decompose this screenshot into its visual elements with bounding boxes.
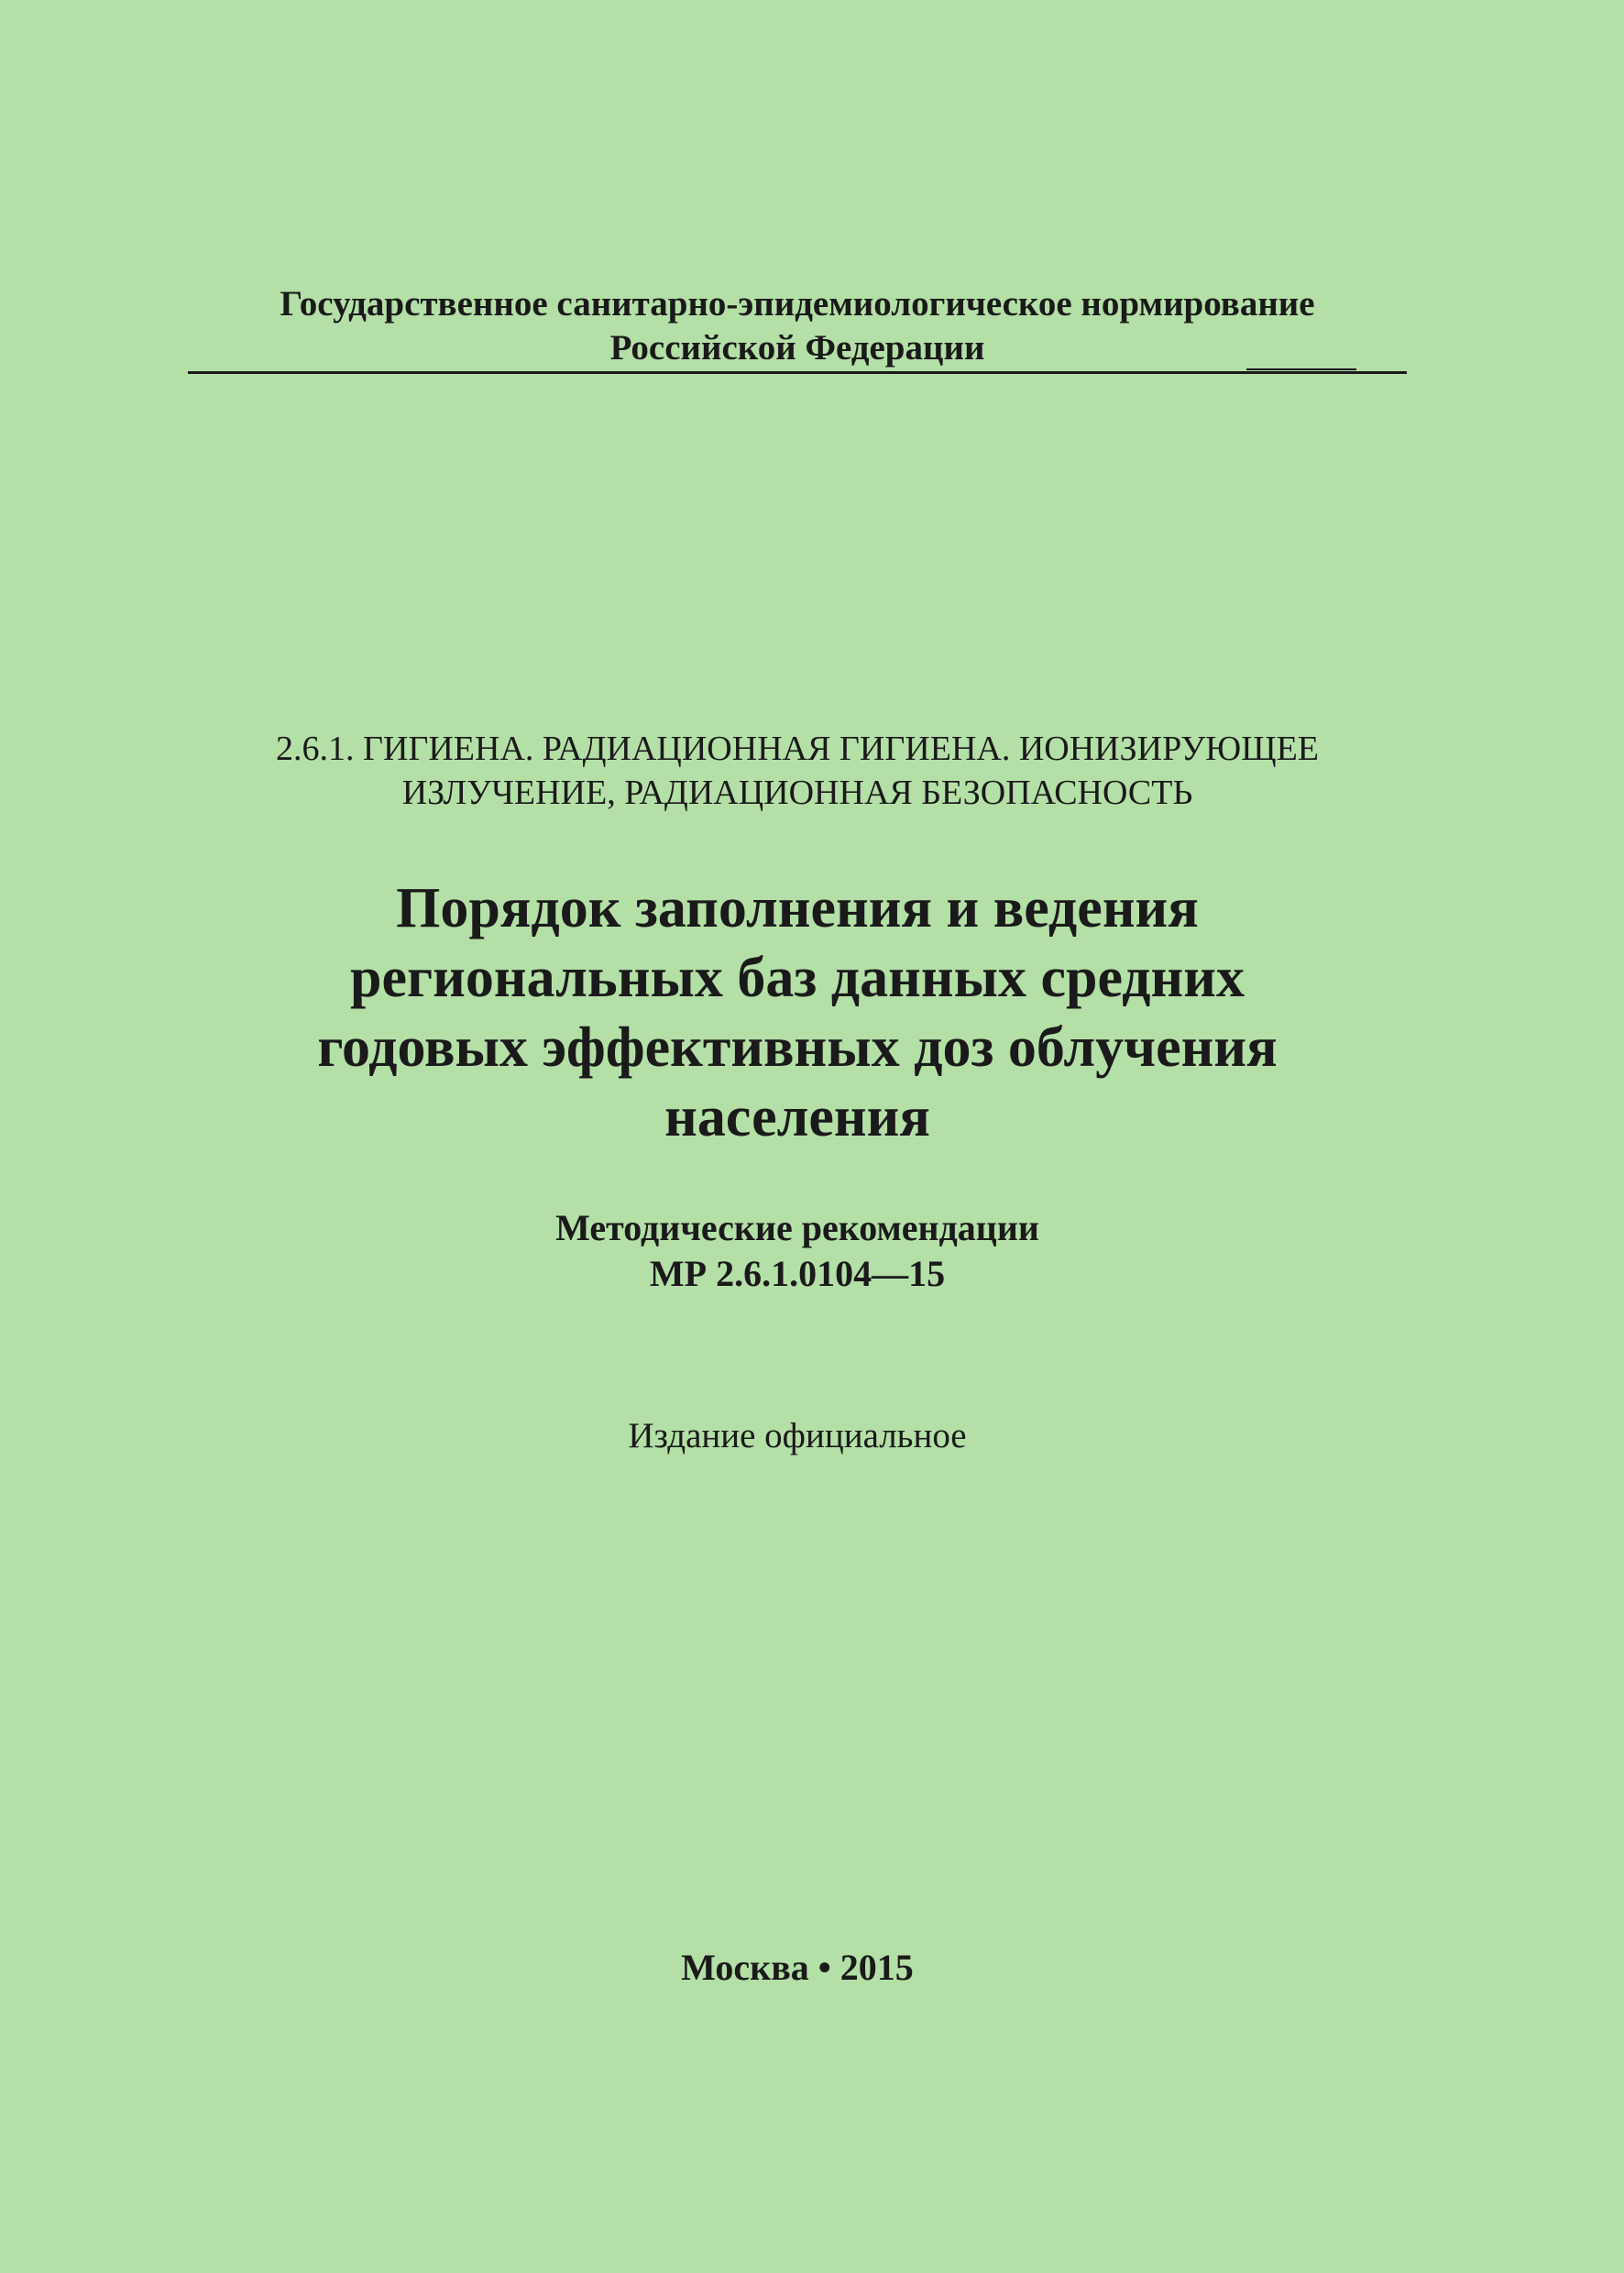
header-line-1: Государственное санитарно-эпидемиологическое нормирование: [280, 284, 1315, 324]
document-number: МР 2.6.1.0104—15: [649, 1253, 946, 1294]
issuing-authority-header: [188, 282, 1407, 370]
title-line-3: годовых эффективных доз облучения: [317, 1016, 1278, 1079]
title-line-1: Порядок заполнения и ведения: [396, 877, 1199, 939]
publication-imprint: Москва • 2015: [681, 1947, 914, 1988]
document-type: Методические рекомендации: [555, 1207, 1039, 1248]
header-divider-accent: [1246, 368, 1356, 370]
title-line-2: региональных баз данных средних: [350, 947, 1245, 1009]
header-divider: [188, 371, 1407, 374]
header-line-2: Российской Федерации: [609, 328, 985, 368]
classification-line-1: 2.6.1. ГИГИЕНА. РАДИАЦИОННАЯ ГИГИЕНА. ИОНИЗИРУЮЩЕЕ: [275, 730, 1319, 768]
document-title: [137, 873, 1457, 1152]
classification-heading: [137, 727, 1457, 815]
document-subtitle: [137, 1205, 1457, 1297]
title-line-4: населения: [664, 1086, 930, 1148]
classification-line-2: ИЗЛУЧЕНИЕ, РАДИАЦИОННАЯ БЕЗОПАСНОСТЬ: [401, 774, 1193, 812]
edition-note: Издание официальное: [628, 1416, 967, 1455]
